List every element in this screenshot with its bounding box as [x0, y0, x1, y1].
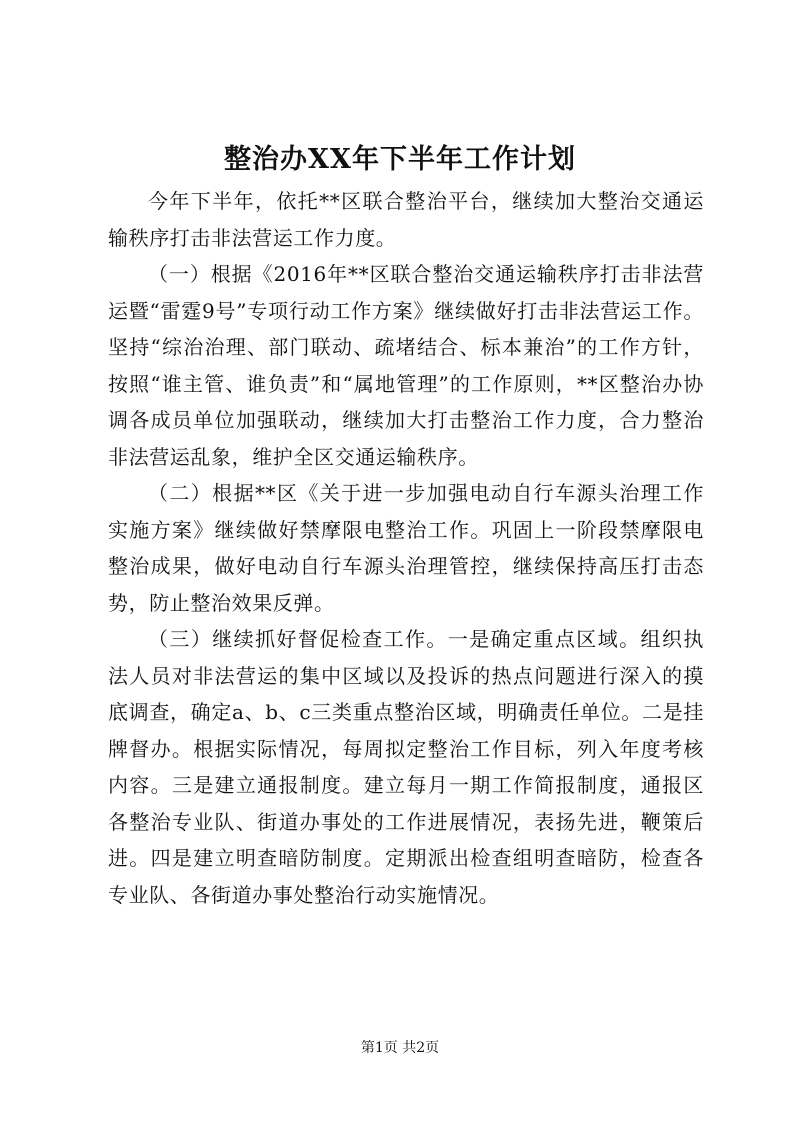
document-body	[108, 183, 704, 913]
document-title: 整治办XX年下半年工作计划	[224, 144, 576, 175]
section-2-paragraph: （二）根据**区《关于进一步加强电动自行车源头治理工作实施方案》继续做好禁摩限电整治工作。巩固上一阶段禁摩限电整治成果，做好电动自行车源头治理管控，继续保持高压打击态势，防止整治效果反弹。	[108, 481, 704, 615]
intro-paragraph: 今年下半年，依托**区联合整治平台，继续加大整治交通运输秩序打击非法营运工作力度。	[108, 189, 704, 250]
page-number-footer: 第1页 共2页	[360, 1040, 440, 1056]
section-1-paragraph: （一）根据《2016年**区联合整治交通运输秩序打击非法营运暨“雷霆9号”专项行动工作方案》继续做好打击非法营运工作。坚持“综治治理、部门联动、疏堵结合、标本兼治”的工作方针，按照“谁主管、谁负责”和“属地管理”的工作原则，**区整治办协调各成员单位加强联动，继续加大打击整治工作力度，合力整治非法营运乱象，维护全区交通运输秩序。	[108, 262, 704, 469]
section-3-paragraph: （三）继续抓好督促检查工作。一是确定重点区域。组织执法人员对非法营运的集中区域以及投诉的热点问题进行深入的摸底调查，确定a、b、c三类重点整治区域，明确责任单位。二是挂牌督办。根据实际情况，每周拟定整治工作目标，列入年度考核内容。三是建立通报制度。建立每月一期工作简报制度，通报区各整治专业队、街道办事处的工作进展情况，表扬先进，鞭策后进。四是建立明查暗防制度。定期派出检查组明查暗防，检查各专业队、各街道办事处整治行动实施情况。	[108, 627, 704, 907]
